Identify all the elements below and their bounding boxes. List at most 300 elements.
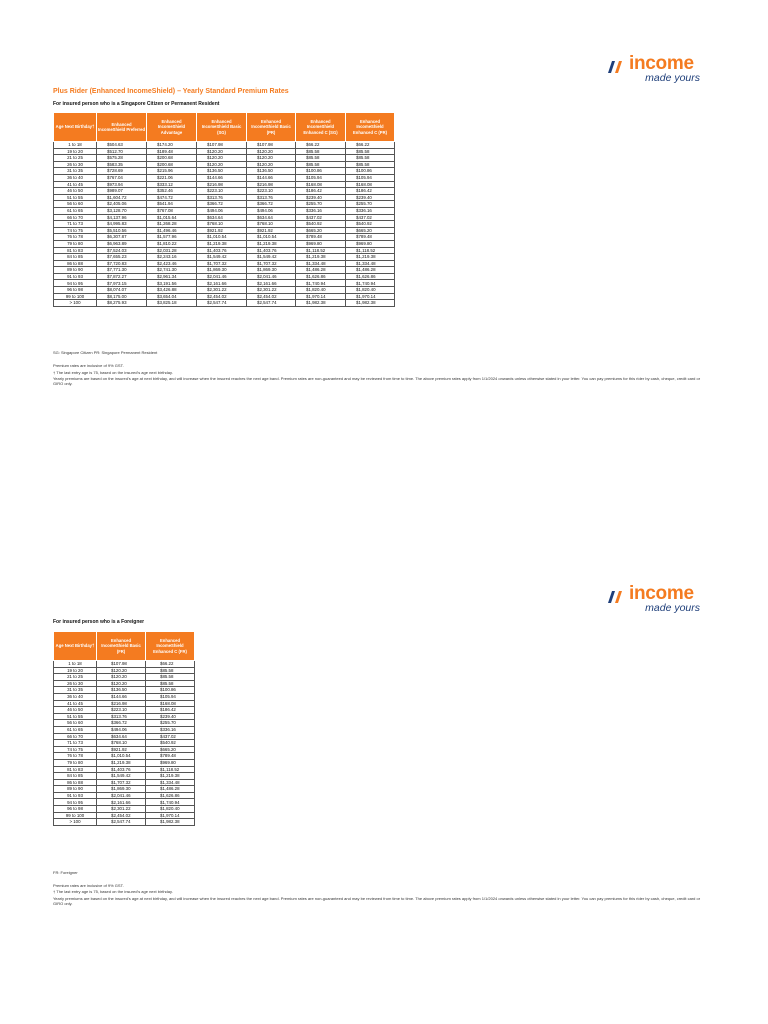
premium-cell: $85.58: [296, 161, 346, 168]
premium-cell: $2,161.66: [247, 280, 296, 287]
premium-cell: $7,973.15: [97, 280, 147, 287]
premium-cell: $921.92: [97, 746, 146, 753]
section-heading-foreigner: For insured person who is a Foreigner: [53, 619, 145, 625]
premium-cell: $437.02: [346, 214, 395, 221]
premium-cell: $1,869.30: [247, 267, 296, 274]
premium-cell: $85.58: [346, 148, 395, 155]
table-row: [54, 188, 395, 195]
premium-cell: $1,219.38: [247, 240, 296, 247]
abbreviation-note: FR: Foreigner: [53, 870, 78, 875]
yearly-premium-note: Yearly premiums are based on the insured's age at next birthday, and will increase when the insured reaches the next age band. Premium rates are non-guaranteed and may be reviewed from time to time. The above premium rates apply from 1/1/2024 onwards unless otherwise stated in your letter. You can pay premiums for this rider by cash, cheque, credit card or GIRO only.: [53, 376, 701, 386]
table-row: [54, 687, 195, 694]
premium-cell: $2,041.46: [197, 273, 247, 280]
premium-cell: $7,524.03: [97, 247, 147, 254]
premium-cell: $105.94: [346, 174, 395, 181]
age-band-cell: 86 to 88: [54, 779, 97, 786]
premium-cell: $2,405.06: [97, 201, 147, 208]
table-row: [54, 779, 195, 786]
premium-cell: $255.70: [296, 201, 346, 208]
premium-cell: $1,403.76: [97, 766, 146, 773]
premium-cell: $437.02: [146, 733, 195, 740]
income-logo: [605, 53, 701, 84]
age-band-cell: 71 to 73: [54, 221, 97, 228]
premium-cell: $1,268.28: [147, 221, 197, 228]
age-band-cell: 56 to 60: [54, 201, 97, 208]
table-row: [54, 693, 195, 700]
premium-cell: $989.07: [97, 188, 147, 195]
premium-cell: $969.80: [296, 240, 346, 247]
premium-cell: $1,403.76: [197, 247, 247, 254]
premium-cell: $223.10: [97, 707, 146, 714]
premium-cell: $1,707.32: [247, 260, 296, 267]
premium-cell: $107.98: [197, 142, 247, 149]
premium-cell: $1,982.38: [296, 300, 346, 307]
premium-cell: $6,307.87: [97, 234, 147, 241]
premium-cell: $1,970.14: [146, 812, 195, 819]
column-header: Enhanced IncomeShield Preferred: [97, 113, 147, 142]
brand-tagline: made yours: [645, 602, 700, 614]
premium-cell: $634.64: [97, 733, 146, 740]
premium-cell: $1,219.38: [346, 254, 395, 261]
premium-cell: $4,137.96: [97, 214, 147, 221]
premium-cell: $200.68: [147, 155, 197, 162]
premium-cell: $1,486.28: [346, 267, 395, 274]
age-band-cell: 99 to 100: [54, 812, 97, 819]
premium-cell: $1,982.38: [146, 819, 195, 826]
premium-cell: $120.20: [247, 161, 296, 168]
premium-cell: $255.70: [346, 201, 395, 208]
premium-cell: $494.06: [97, 726, 146, 733]
age-band-cell: 41 to 45: [54, 700, 97, 707]
income-logo-mark-icon: [605, 590, 627, 604]
age-band-cell: 86 to 88: [54, 260, 97, 267]
premium-cell: $1,334.48: [146, 779, 195, 786]
premium-cell: $2,741.30: [147, 267, 197, 274]
section-heading-citizen: For insured person who is a Singapore Citizen or Permanent Resident: [53, 101, 220, 107]
table-row: [54, 254, 395, 261]
premium-cell: $768.10: [247, 221, 296, 228]
age-band-cell: 74 to 75: [54, 227, 97, 234]
premium-cell: $144.66: [247, 174, 296, 181]
table-row: [54, 240, 395, 247]
premium-cell: $1,403.76: [247, 247, 296, 254]
age-band-cell: 96 to 98: [54, 287, 97, 294]
premium-cell: $120.20: [197, 155, 247, 162]
premium-cell: $973.94: [97, 181, 147, 188]
premium-cell: $313.76: [97, 713, 146, 720]
premium-cell: $575.28: [97, 155, 147, 162]
premium-cell: $1,820.40: [296, 287, 346, 294]
age-band-cell: 19 to 20: [54, 148, 97, 155]
table-row: [54, 201, 395, 208]
column-header: Age Next Birthday†: [54, 632, 97, 661]
premium-cell: $2,301.22: [247, 287, 296, 294]
age-band-cell: 94 to 95: [54, 280, 97, 287]
premium-cell: $1,118.52: [346, 247, 395, 254]
premium-cell: $1,010.54: [197, 234, 247, 241]
premium-cell: $728.69: [97, 168, 147, 175]
age-band-cell: 19 to 20: [54, 667, 97, 674]
premium-cell: $1,334.48: [346, 260, 395, 267]
table-row: [54, 161, 395, 168]
table-row: [54, 287, 395, 294]
age-band-cell: 1 to 18: [54, 142, 97, 149]
premium-cell: $1,982.38: [346, 300, 395, 307]
premium-cell: $1,549.42: [197, 254, 247, 261]
table-row: [54, 707, 195, 714]
table-row: [54, 181, 395, 188]
table-row: [54, 273, 395, 280]
premium-cell: $540.92: [296, 221, 346, 228]
premium-cell: $8,074.07: [97, 287, 147, 294]
premium-cell: $4,995.83: [97, 221, 147, 228]
premium-cell: $215.96: [147, 168, 197, 175]
brand-name: income: [629, 583, 694, 604]
premium-cell: $100.86: [146, 687, 195, 694]
premium-cell: $1,486.28: [296, 267, 346, 274]
premium-cell: $168.08: [296, 181, 346, 188]
premium-cell: $512.70: [97, 148, 147, 155]
premium-cell: $2,301.22: [97, 806, 146, 813]
age-band-cell: 46 to 50: [54, 707, 97, 714]
table-row: [54, 293, 395, 300]
premium-cell: $1,010.54: [97, 753, 146, 760]
gst-note: Premium rates are inclusive of 9% GST.: [53, 883, 124, 888]
age-band-cell: 61 to 65: [54, 207, 97, 214]
table-row: [54, 168, 395, 175]
table-row: [54, 720, 195, 727]
table-row: [54, 812, 195, 819]
premium-cell: $1,869.30: [197, 267, 247, 274]
age-band-cell: 26 to 30: [54, 680, 97, 687]
age-band-cell: > 100: [54, 300, 97, 307]
premium-cell: $85.58: [146, 674, 195, 681]
premium-cell: $541.94: [147, 201, 197, 208]
premium-cell: $336.16: [146, 726, 195, 733]
table-row: [54, 148, 395, 155]
table-row: [54, 726, 195, 733]
premium-cell: $366.72: [97, 720, 146, 727]
premium-cell: $1,496.46: [147, 227, 197, 234]
yearly-premium-note: Yearly premiums are based on the insured's age at next birthday, and will increase when the insured reaches the next age band. Premium rates are non-guaranteed and may be reviewed from time to time. The above premium rates apply from 1/1/2024 onwards unless otherwise stated in your letter. You can pay premiums for this rider by cash, cheque, credit card or GIRO only.: [53, 896, 701, 906]
premium-cell: $2,031.28: [147, 247, 197, 254]
premium-cell: $7,872.27: [97, 273, 147, 280]
premium-cell: $583.35: [97, 161, 147, 168]
premium-cell: $174.20: [147, 142, 197, 149]
premium-cell: $2,454.02: [197, 293, 247, 300]
age-band-cell: 91 to 93: [54, 792, 97, 799]
premium-cell: $2,161.66: [197, 280, 247, 287]
premium-cell: $789.48: [146, 753, 195, 760]
premium-rates-table-citizen: [53, 112, 395, 307]
table-row: [54, 221, 395, 228]
premium-cell: $1,740.94: [346, 280, 395, 287]
age-band-cell: 81 to 83: [54, 247, 97, 254]
premium-cell: $313.76: [247, 194, 296, 201]
table-header-row: [54, 113, 395, 142]
premium-cell: $352.46: [147, 188, 197, 195]
premium-cell: $969.80: [346, 240, 395, 247]
premium-cell: $313.76: [197, 194, 247, 201]
premium-cell: $189.48: [147, 148, 197, 155]
premium-cell: $1,820.40: [346, 287, 395, 294]
table-row: [54, 667, 195, 674]
age-band-cell: 31 to 35: [54, 168, 97, 175]
table-row: [54, 227, 395, 234]
premium-cell: $1,604.72: [97, 194, 147, 201]
age-band-cell: 76 to 78: [54, 753, 97, 760]
table-row: [54, 194, 395, 201]
premium-cell: $540.92: [346, 221, 395, 228]
premium-cell: $921.92: [247, 227, 296, 234]
premium-cell: $168.08: [146, 700, 195, 707]
table-row: [54, 759, 195, 766]
premium-cell: $1,626.86: [296, 273, 346, 280]
premium-cell: $1,118.52: [296, 247, 346, 254]
premium-cell: $969.80: [146, 759, 195, 766]
premium-cell: $186.42: [146, 707, 195, 714]
premium-cell: $144.66: [197, 174, 247, 181]
premium-cell: $474.72: [147, 194, 197, 201]
age-band-cell: 26 to 30: [54, 161, 97, 168]
premium-cell: $1,970.14: [346, 293, 395, 300]
premium-cell: $366.72: [197, 201, 247, 208]
abbreviation-note: SG: Singapore Citizen PR: Singapore Permanent Resident: [53, 350, 158, 355]
premium-cell: $136.50: [97, 687, 146, 694]
premium-cell: $7,655.23: [97, 254, 147, 261]
premium-cell: $200.68: [147, 161, 197, 168]
age-band-cell: 84 to 85: [54, 773, 97, 780]
premium-cell: $168.08: [346, 181, 395, 188]
premium-cell: $1,219.38: [97, 759, 146, 766]
table-row: [54, 247, 395, 254]
income-logo-mark-icon: [605, 60, 627, 74]
table-row: [54, 773, 195, 780]
age-band-cell: 46 to 50: [54, 188, 97, 195]
column-header: Enhanced IncomeShield Advantage: [147, 113, 197, 142]
premium-cell: $1,486.28: [146, 786, 195, 793]
premium-cell: $336.16: [296, 207, 346, 214]
premium-cell: $2,041.46: [97, 792, 146, 799]
premium-cell: $2,301.22: [197, 287, 247, 294]
column-header: Enhanced IncomeShield Enhanced C (FR): [146, 632, 195, 661]
table-row: [54, 740, 195, 747]
premium-cell: $105.94: [296, 174, 346, 181]
premium-rates-table-foreigner: [53, 631, 195, 826]
table-row: [54, 674, 195, 681]
table-row: [54, 155, 395, 162]
table-row: [54, 214, 395, 221]
premium-cell: $2,961.34: [147, 273, 197, 280]
age-band-cell: 79 to 80: [54, 240, 97, 247]
premium-cell: $1,334.48: [296, 260, 346, 267]
premium-cell: $1,740.94: [146, 799, 195, 806]
age-band-cell: 66 to 70: [54, 733, 97, 740]
premium-cell: $1,740.94: [296, 280, 346, 287]
table-row: [54, 806, 195, 813]
column-header: Enhanced IncomeShield Enhanced C (PR): [346, 113, 395, 142]
age-band-cell: 74 to 75: [54, 746, 97, 753]
premium-cell: $1,549.42: [247, 254, 296, 261]
age-band-cell: 41 to 45: [54, 181, 97, 188]
premium-cell: $1,219.38: [146, 773, 195, 780]
premium-cell: $216.98: [97, 700, 146, 707]
age-band-cell: 76 to 78: [54, 234, 97, 241]
premium-cell: $1,707.32: [197, 260, 247, 267]
premium-cell: $85.58: [296, 148, 346, 155]
premium-cell: $120.20: [197, 161, 247, 168]
premium-cell: $767.08: [147, 207, 197, 214]
premium-cell: $223.10: [197, 188, 247, 195]
table-row: [54, 234, 395, 241]
premium-cell: $107.98: [97, 661, 146, 668]
column-header: Enhanced IncomeShield Basic (SG): [197, 113, 247, 142]
premium-cell: $120.20: [97, 674, 146, 681]
age-note: † The last entry age is 75, based on the insured's age next birthday.: [53, 889, 173, 894]
premium-cell: $494.06: [247, 207, 296, 214]
premium-cell: $540.92: [146, 740, 195, 747]
premium-cell: $665.20: [146, 746, 195, 753]
column-header: Enhanced IncomeShield Enhanced C (SG): [296, 113, 346, 142]
premium-cell: $1,549.42: [97, 773, 146, 780]
age-band-cell: 21 to 25: [54, 674, 97, 681]
age-band-cell: 56 to 60: [54, 720, 97, 727]
premium-cell: $333.12: [147, 181, 197, 188]
premium-cell: $1,626.86: [346, 273, 395, 280]
premium-cell: $239.40: [146, 713, 195, 720]
premium-cell: $921.92: [197, 227, 247, 234]
table-row: [54, 786, 195, 793]
premium-cell: $634.64: [197, 214, 247, 221]
age-band-cell: 94 to 95: [54, 799, 97, 806]
table-row: [54, 799, 195, 806]
age-band-cell: 66 to 70: [54, 214, 97, 221]
premium-cell: $789.48: [346, 234, 395, 241]
age-band-cell: 84 to 85: [54, 254, 97, 261]
premium-cell: $1,015.64: [147, 214, 197, 221]
document-title: Plus Rider (Enhanced IncomeShield) – Yearly Standard Premium Rates: [53, 88, 289, 95]
premium-cell: $7,771.30: [97, 267, 147, 274]
premium-cell: $665.20: [346, 227, 395, 234]
premium-cell: $85.58: [346, 155, 395, 162]
premium-cell: $105.94: [146, 693, 195, 700]
premium-cell: $1,626.86: [146, 792, 195, 799]
premium-cell: $223.10: [247, 188, 296, 195]
premium-cell: $2,161.66: [97, 799, 146, 806]
premium-cell: $3,191.56: [147, 280, 197, 287]
age-band-cell: 21 to 25: [54, 155, 97, 162]
premium-cell: $255.70: [146, 720, 195, 727]
premium-cell: $1,820.40: [146, 806, 195, 813]
premium-cell: $1,707.32: [97, 779, 146, 786]
premium-cell: $1,970.14: [296, 293, 346, 300]
table-row: [54, 267, 395, 274]
premium-cell: $239.40: [296, 194, 346, 201]
premium-cell: $2,041.46: [247, 273, 296, 280]
table-row: [54, 661, 195, 668]
premium-cell: $2,243.16: [147, 254, 197, 261]
premium-cell: $1,810.22: [147, 240, 197, 247]
premium-cell: $120.20: [247, 155, 296, 162]
column-header: Age Next Birthday†: [54, 113, 97, 142]
premium-cell: $3,426.88: [147, 287, 197, 294]
page-2: [0, 512, 768, 1024]
premium-cell: $2,547.74: [97, 819, 146, 826]
premium-cell: $100.86: [296, 168, 346, 175]
table-row: [54, 260, 395, 267]
age-note: † The last entry age is 75, based on the insured's age next birthday.: [53, 370, 173, 375]
age-band-cell: 79 to 80: [54, 759, 97, 766]
age-band-cell: 99 to 100: [54, 293, 97, 300]
premium-cell: $1,219.38: [197, 240, 247, 247]
age-band-cell: 51 to 55: [54, 713, 97, 720]
age-band-cell: 61 to 65: [54, 726, 97, 733]
table-row: [54, 792, 195, 799]
age-band-cell: 89 to 90: [54, 267, 97, 274]
premium-cell: $136.50: [247, 168, 296, 175]
premium-cell: $216.98: [247, 181, 296, 188]
premium-cell: $665.20: [296, 227, 346, 234]
premium-cell: $85.58: [346, 161, 395, 168]
premium-cell: $437.02: [296, 214, 346, 221]
premium-cell: $66.22: [296, 142, 346, 149]
age-band-cell: 36 to 40: [54, 174, 97, 181]
age-band-cell: 89 to 90: [54, 786, 97, 793]
age-band-cell: 1 to 18: [54, 661, 97, 668]
premium-cell: $1,219.38: [296, 254, 346, 261]
table-row: [54, 713, 195, 720]
premium-cell: $186.42: [346, 188, 395, 195]
table-row: [54, 733, 195, 740]
brand-name: income: [629, 53, 694, 74]
premium-cell: $3,825.18: [147, 300, 197, 307]
table-row: [54, 700, 195, 707]
income-logo: [605, 583, 701, 614]
table-row: [54, 207, 395, 214]
table-header-row: [54, 632, 195, 661]
table-row: [54, 680, 195, 687]
table-row: [54, 300, 395, 307]
table-row: [54, 746, 195, 753]
premium-cell: $366.72: [247, 201, 296, 208]
premium-cell: $7,720.83: [97, 260, 147, 267]
premium-cell: $120.20: [247, 148, 296, 155]
age-band-cell: 71 to 73: [54, 740, 97, 747]
premium-cell: $3,128.70: [97, 207, 147, 214]
premium-cell: $8,175.00: [97, 293, 147, 300]
column-header: Enhanced IncomeShield Basic (FR): [97, 632, 146, 661]
premium-cell: $120.20: [197, 148, 247, 155]
premium-cell: $2,454.02: [97, 812, 146, 819]
premium-cell: $1,010.54: [247, 234, 296, 241]
age-band-cell: 51 to 55: [54, 194, 97, 201]
table-row: [54, 766, 195, 773]
premium-cell: $120.20: [97, 667, 146, 674]
age-band-cell: 91 to 93: [54, 273, 97, 280]
premium-cell: $789.48: [296, 234, 346, 241]
premium-cell: $5,510.56: [97, 227, 147, 234]
table-row: [54, 280, 395, 287]
premium-cell: $85.58: [146, 667, 195, 674]
premium-cell: $1,869.30: [97, 786, 146, 793]
premium-cell: $2,454.02: [247, 293, 296, 300]
premium-cell: $66.22: [346, 142, 395, 149]
premium-cell: $336.16: [346, 207, 395, 214]
age-band-cell: 36 to 40: [54, 693, 97, 700]
age-band-cell: > 100: [54, 819, 97, 826]
premium-cell: $768.10: [197, 221, 247, 228]
premium-cell: $186.42: [296, 188, 346, 195]
